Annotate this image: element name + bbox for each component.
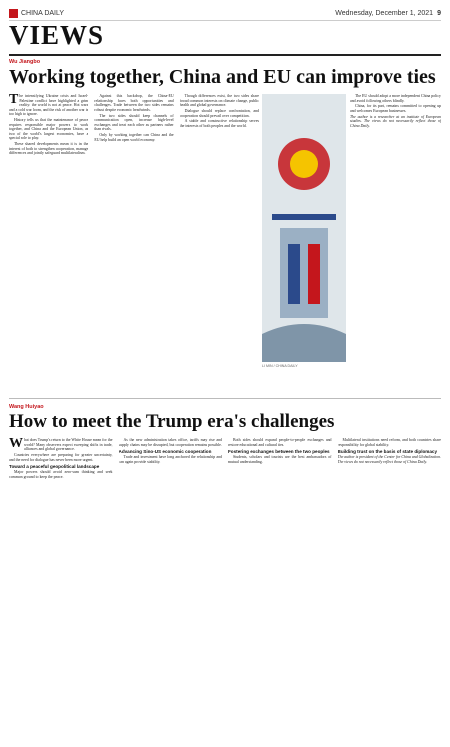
paragraph: China, for its part, remains committed to opening up and welcomes European businesses. xyxy=(350,104,441,113)
paragraph: A stable and constructive relationship serves the interests of both peoples and the world. xyxy=(179,119,259,128)
dropcap: T xyxy=(9,94,19,107)
subhead: Toward a peaceful geopolitical landscape xyxy=(9,464,100,470)
article1-headline: Working together, China and EU can improve ties xyxy=(9,66,436,88)
dropcap: W xyxy=(9,438,23,451)
paragraph: The EU should adopt a more independent China policy and avoid following others blindly. xyxy=(350,94,441,103)
article1-col4 xyxy=(350,94,441,394)
article2-byline: Wang Huiyao xyxy=(9,404,44,410)
paragraph: Though differences exist, the two sides share broad common interests on climate change, public health and global governance. xyxy=(179,94,259,108)
subhead: Building trust on the basis of state diplomacy xyxy=(337,449,438,455)
article1-col1 xyxy=(9,94,88,394)
article1-col3 xyxy=(180,94,259,394)
author-note: The author is president of the Center for China and Globalization. The views do not necessarily reflect those of China Daily. xyxy=(337,455,441,464)
paragraph: he intensifying Ukraine crisis and Israel-Palestine conflict have highlighted a grim reality: the world is not at peace. Hot wars and a cold war loom, and the risk of another war is too high to ignore. xyxy=(9,94,89,117)
section-title: VIEWS xyxy=(9,20,105,50)
masthead-bar xyxy=(9,6,441,21)
article1-col2 xyxy=(94,94,173,394)
section-rule xyxy=(9,54,441,56)
article2-col1 xyxy=(9,438,113,740)
article2-body xyxy=(9,438,441,740)
article2-col3 xyxy=(228,438,332,740)
article2-col4 xyxy=(338,438,442,740)
article2-col2 xyxy=(119,438,223,740)
paragraph: Students, scholars and tourists are the best ambassadors of mutual understanding. xyxy=(228,455,332,464)
paragraph: History tells us that the maintenance of peace requires responsible major powers to work together, and China and the European Union, as two of the world's largest economies, have a special role to play. xyxy=(9,118,89,141)
paragraph: As the new administration takes office, tariffs may rise and supply chains may be disrupted, but cooperation remains possible. xyxy=(118,438,222,447)
illustration xyxy=(262,94,346,362)
paragraph: The two sides should keep channels of communication open, increase high-level exchanges and treat each other as partners rather than rivals. xyxy=(94,113,174,132)
masthead-date: Wednesday, December 1, 2021 xyxy=(335,9,434,17)
paragraph: These shared developments mean it is in the interest of both to strengthen cooperation, manage differences and jointly safeguard multilateralism. xyxy=(9,142,89,156)
paragraph: Trade and investment have long anchored the relationship and can again provide stability. xyxy=(118,455,222,464)
subhead: Fostering exchanges between the two peoples xyxy=(228,449,330,455)
author-note: The author is a researcher at an institute of European studies. The views do not necessarily reflect those of China Daily. xyxy=(350,114,441,128)
page-number: 9 xyxy=(437,9,441,17)
illustration-graphic xyxy=(262,94,346,362)
paragraph: hat does Trump's return to the White House mean for the world? Many observers expect sweeping shifts in trade, alliances and global governance. xyxy=(24,438,113,452)
article1-body-right xyxy=(350,94,441,394)
illustration-caption: LI MIN / CHINA DAILY xyxy=(262,364,298,368)
paragraph: Only by working together can China and the EU help build an open world economy. xyxy=(94,133,174,142)
paragraph: Dialogue should replace confrontation, and cooperation should prevail over competition. xyxy=(179,108,259,118)
subhead: Advancing Sino-US economic cooperation xyxy=(118,449,212,455)
article1-body-left xyxy=(9,94,259,394)
article2-headline: How to meet the Trump era's challenges xyxy=(9,411,335,432)
paragraph: Both sides should expand people-to-people exchanges and restore educational and cultural ties. xyxy=(228,438,332,447)
paragraph: Multilateral institutions need reform, and both countries share responsibility for global stability. xyxy=(337,438,441,447)
paragraph: Against this backdrop, the China-EU relationship faces both opportunities and challenges. Trade between the two sides remains robust despite economic headwinds. xyxy=(94,94,174,112)
logo-icon xyxy=(9,9,18,18)
masthead-title: CHINA DAILY xyxy=(21,9,65,17)
paragraph: Major powers should avoid zero-sum thinking and seek common ground to keep the peace. xyxy=(9,470,113,479)
article-divider xyxy=(9,398,441,399)
article1-byline: Wu Jiangbo xyxy=(9,59,41,65)
paragraph: Countries everywhere are preparing for greater uncertainty, and the need for dialogue has never been more urgent. xyxy=(9,452,113,462)
